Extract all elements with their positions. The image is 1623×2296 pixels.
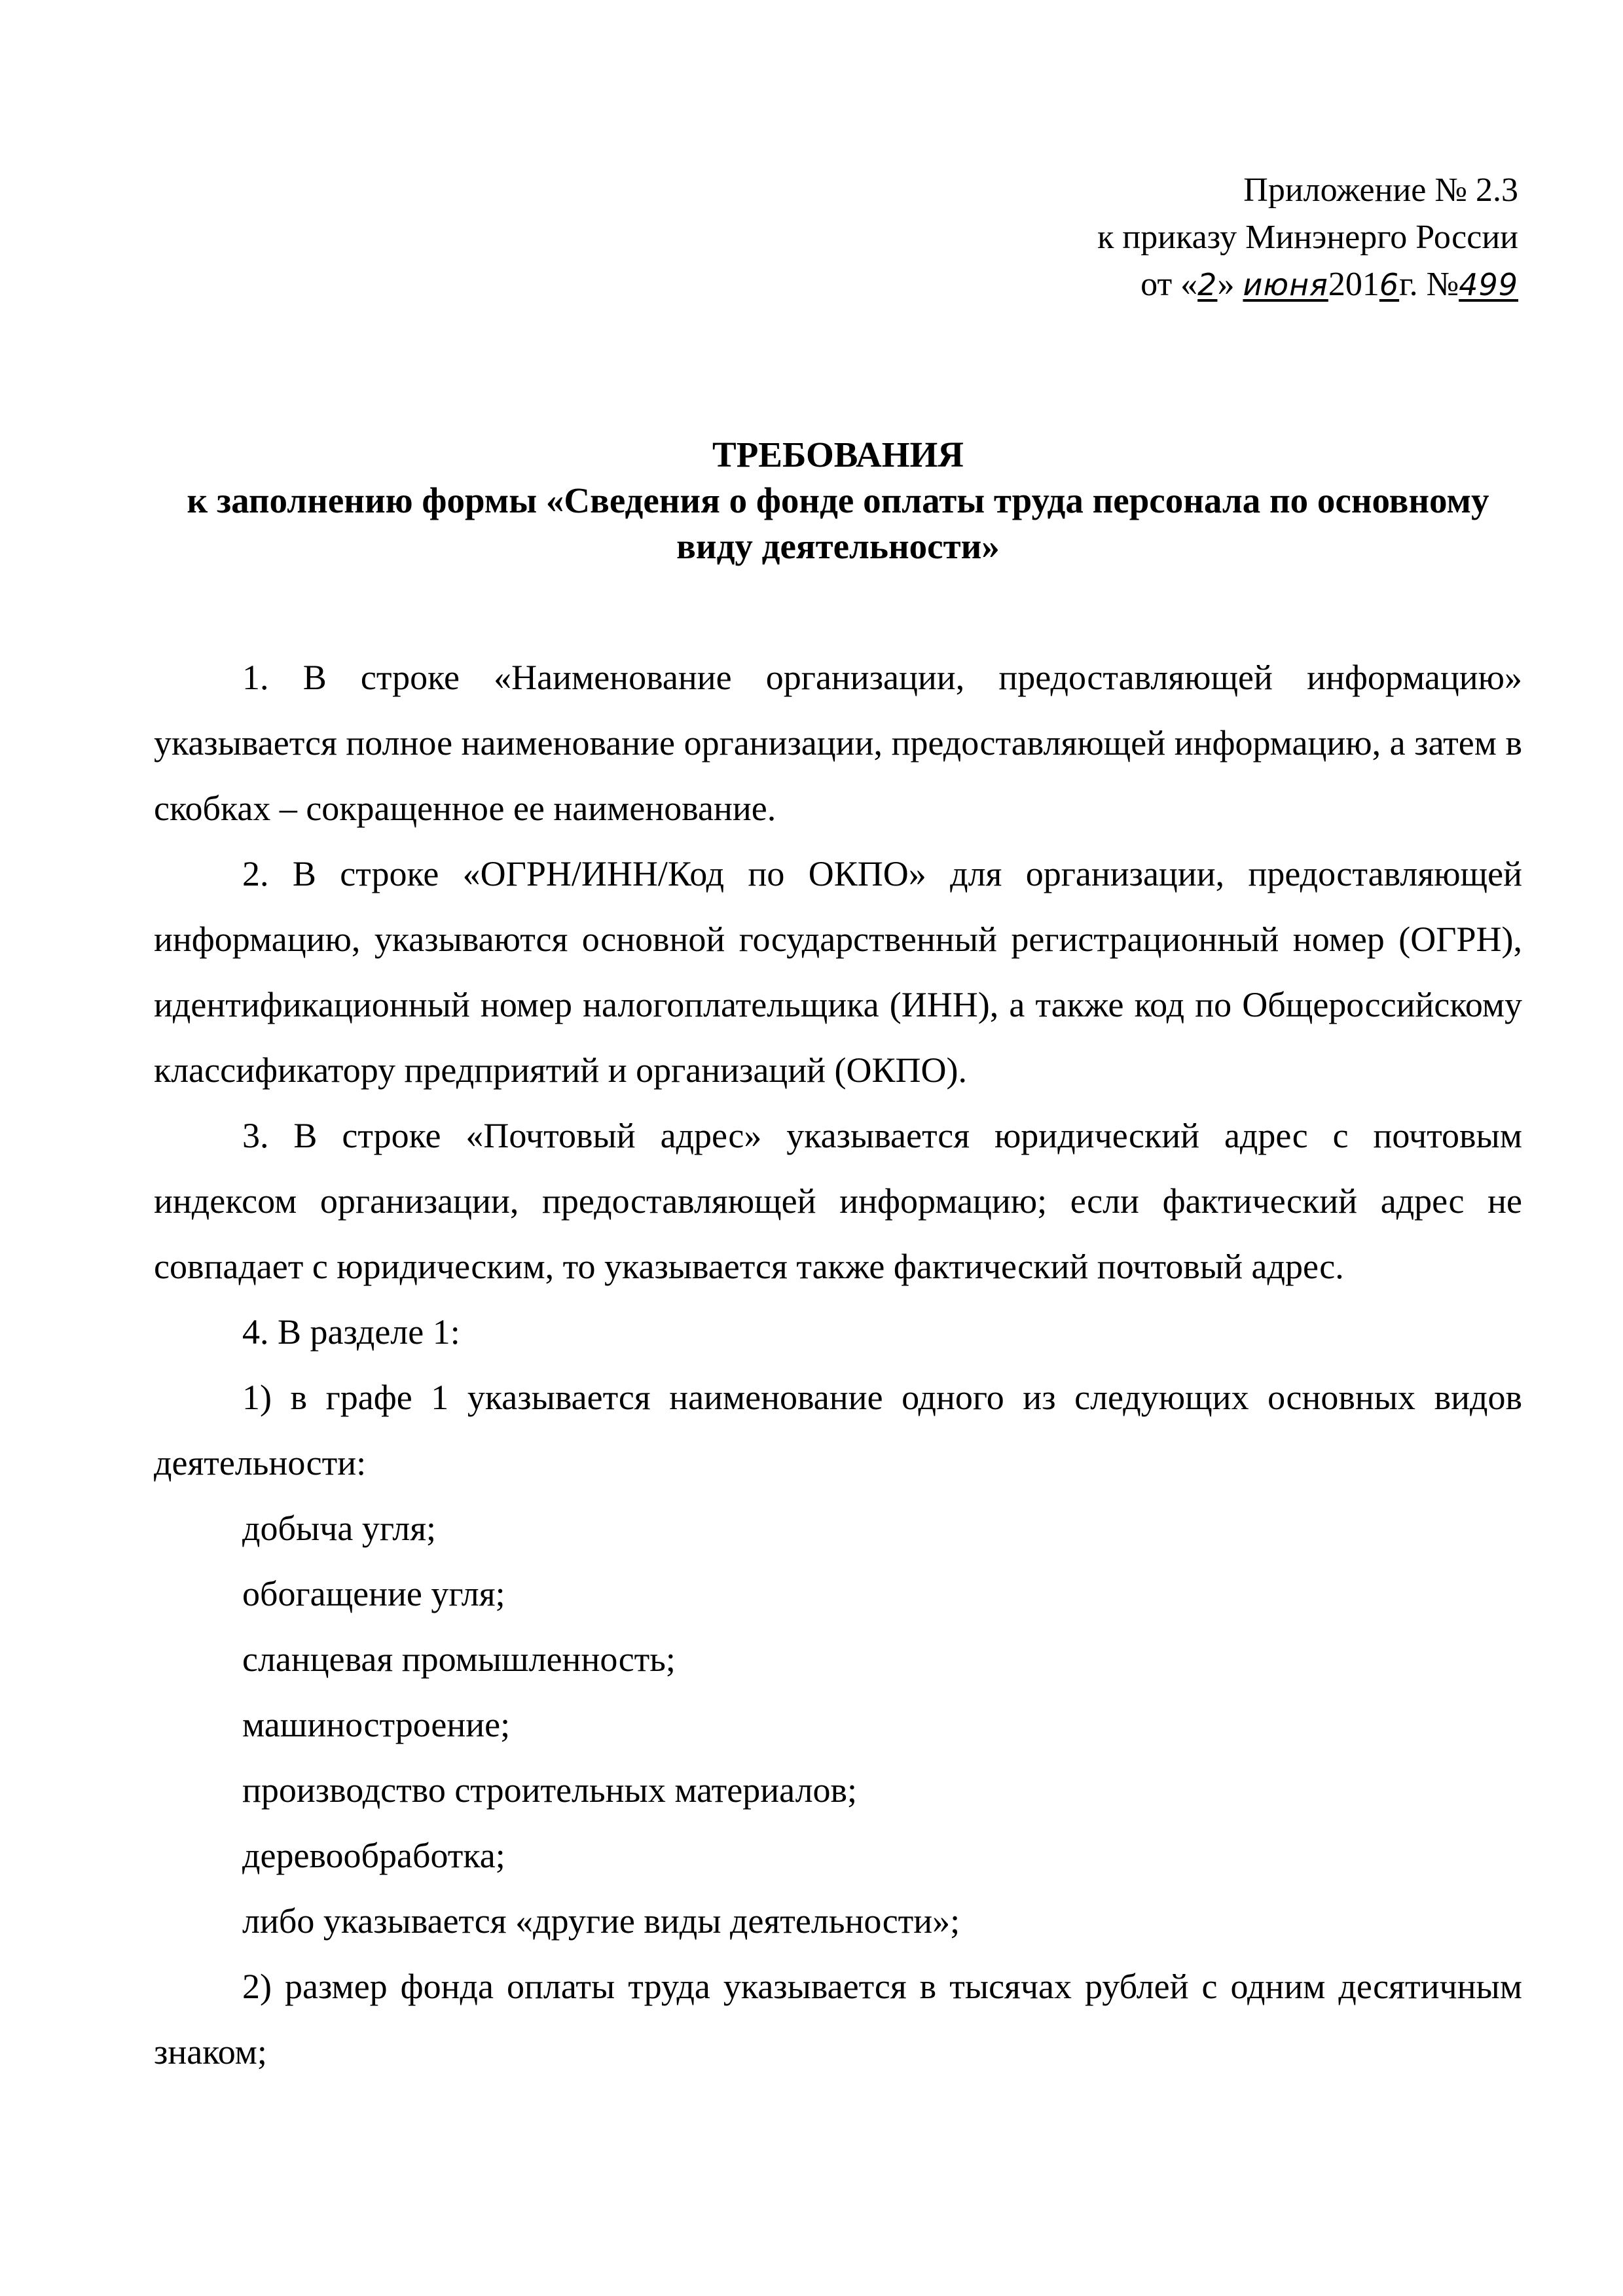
document-title <box>154 432 1522 569</box>
appendix-date-line <box>1097 261 1518 308</box>
document-body <box>154 645 1522 2085</box>
activity-item: производство строительных материалов; <box>242 1770 858 1810</box>
date-suffix: г. № <box>1399 266 1459 303</box>
paragraph-6: 2) размер фонда оплаты труда указывается в тысячах рублей с одним десятичным знаком; <box>154 1967 1522 2072</box>
handwritten-month: июня <box>1243 267 1328 302</box>
paragraph-5: 1) в графе 1 указывается наименование одного из следующих основных видов деятельности: <box>154 1378 1522 1482</box>
date-mid: » <box>1217 266 1235 303</box>
date-prefix: от « <box>1140 266 1198 303</box>
appendix-order-ref: к приказу Минэнерго России <box>1097 219 1518 256</box>
paragraph-3: 3. В строке «Почтовый адрес» указывается юридический адрес с почтовым индексом организации, предоставляющей информацию; если фактический адрес не совпадает с юридическим, то указывается также фактический почтовый адрес. <box>154 1116 1522 1286</box>
appendix-block <box>1097 167 1518 308</box>
paragraph-2: 2. В строке «ОГРН/ИНН/Код по ОКПО» для организации, предоставляющей информацию, указываются основной государственный регистрационный номер (ОГРН), идентификационный номер налогоплательщика (ИНН), а также код по Общероссийскому классификатору предприятий и организаций (ОКПО). <box>154 854 1522 1090</box>
paragraph-4: 4. В разделе 1: <box>242 1312 460 1352</box>
activity-item: деревообработка; <box>242 1836 505 1875</box>
activity-item: добыча угля; <box>242 1509 437 1548</box>
activity-item: обогащение угля; <box>242 1574 505 1613</box>
title-subtitle-line-2: виду деятельности» <box>676 526 1000 566</box>
date-year-prefix: 201 <box>1328 266 1379 303</box>
activity-item: машиностроение; <box>242 1705 511 1744</box>
activity-item: либо указывается «другие виды деятельности»; <box>242 1901 960 1941</box>
appendix-number: Приложение № 2.3 <box>1243 171 1518 209</box>
title-heading: ТРЕБОВАНИЯ <box>712 435 964 475</box>
handwritten-order-number: 499 <box>1459 267 1518 302</box>
title-subtitle-line-1: к заполнению формы «Сведения о фонде оплаты труда персонала по основному <box>187 480 1489 520</box>
paragraph-1: 1. В строке «Наименование организации, предоставляющей информацию» указывается полное наименование организации, предоставляющей информацию, а затем в скобках – сокращенное ее наименование. <box>154 658 1522 828</box>
handwritten-year-digit: 6 <box>1379 267 1400 302</box>
handwritten-day: 2 <box>1197 267 1218 302</box>
activity-item: сланцевая промышленность; <box>242 1640 676 1679</box>
